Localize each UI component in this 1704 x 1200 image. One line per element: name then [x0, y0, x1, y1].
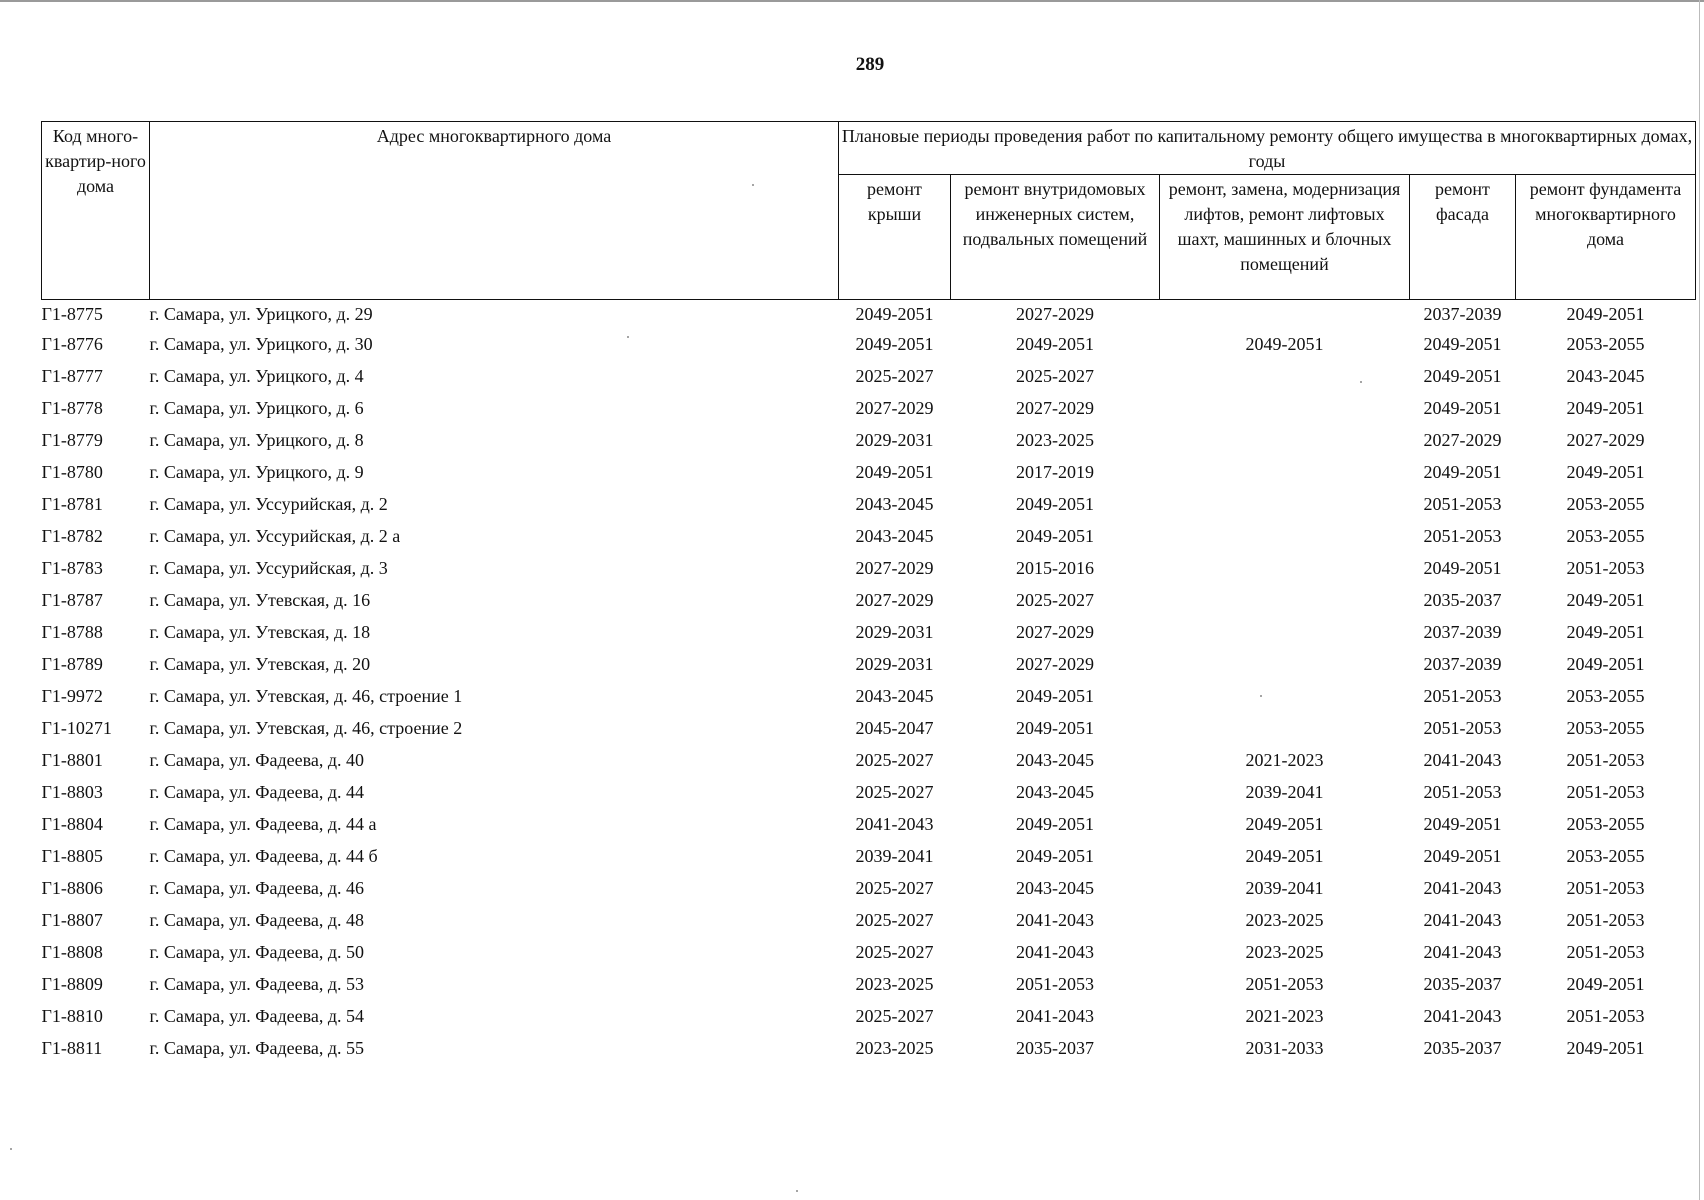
cell-code: Г1-8808 — [41, 942, 103, 962]
cell-lifts: 2021-2023 — [1245, 750, 1324, 770]
cell-facade: 2051-2053 — [1423, 718, 1502, 738]
cell-roof: 2043-2045 — [855, 686, 934, 706]
cell-facade: 2051-2053 — [1423, 526, 1502, 546]
capital-repair-table — [41, 121, 1696, 1068]
cell-code: Г1-8805 — [41, 846, 103, 866]
cell-engineering: 2043-2045 — [1016, 878, 1094, 898]
table-row — [42, 1004, 1696, 1036]
cell-address: г. Самара, ул. Фадеева, д. 48 — [149, 910, 365, 930]
cell-facade: 2049-2051 — [1423, 558, 1502, 578]
table-row — [42, 908, 1696, 940]
cell-address: г. Самара, ул. Фадеева, д. 53 — [149, 974, 365, 994]
header-address: Адрес многоквартирного дома — [150, 122, 839, 300]
cell-facade: 2051-2053 — [1423, 782, 1502, 802]
cell-address: г. Самара, ул. Уссурийская, д. 2 — [149, 494, 388, 514]
cell-roof: 2029-2031 — [855, 430, 934, 450]
cell-code: Г1-8777 — [41, 366, 103, 386]
cell-foundation: 2049-2051 — [1566, 1038, 1645, 1058]
cell-facade: 2051-2053 — [1423, 686, 1502, 706]
cell-address: г. Самара, ул. Урицкого, д. 29 — [149, 304, 373, 324]
cell-address: г. Самара, ул. Урицкого, д. 8 — [149, 430, 364, 450]
cell-engineering: 2025-2027 — [1016, 366, 1094, 386]
cell-facade: 2027-2029 — [1423, 430, 1502, 450]
table-row — [42, 332, 1696, 364]
header-periods-group: Плановые периоды проведения работ по капитальному ремонту общего имущества в многоквартирных домах, годы — [839, 122, 1696, 175]
cell-roof: 2027-2029 — [855, 558, 934, 578]
cell-roof: 2025-2027 — [855, 878, 934, 898]
cell-foundation: 2053-2055 — [1566, 846, 1645, 866]
cell-roof: 2045-2047 — [855, 718, 934, 738]
cell-foundation: 2049-2051 — [1566, 304, 1645, 324]
cell-roof: 2025-2027 — [855, 782, 934, 802]
cell-engineering: 2027-2029 — [1016, 654, 1094, 674]
cell-address: г. Самара, ул. Фадеева, д. 44 — [149, 782, 365, 802]
cell-facade: 2041-2043 — [1423, 1006, 1502, 1026]
table-row — [42, 364, 1696, 396]
cell-roof: 2025-2027 — [855, 1006, 934, 1026]
cell-lifts — [1160, 300, 1410, 333]
cell-engineering: 2035-2037 — [1016, 1038, 1094, 1058]
cell-address: г. Самара, ул. Урицкого, д. 9 — [149, 462, 364, 482]
cell-lifts — [1160, 620, 1410, 652]
cell-lifts: 2039-2041 — [1245, 782, 1324, 802]
cell-foundation: 2053-2055 — [1566, 334, 1645, 354]
header-code: Код много-квартир-ного дома — [42, 122, 150, 300]
cell-roof: 2049-2051 — [855, 462, 934, 482]
cell-code: Г1-8778 — [41, 398, 103, 418]
cell-engineering: 2049-2051 — [1016, 494, 1094, 514]
cell-facade: 2051-2053 — [1423, 494, 1502, 514]
cell-code: Г1-9972 — [41, 686, 103, 706]
cell-address: г. Самара, ул. Фадеева, д. 54 — [149, 1006, 365, 1026]
cell-facade: 2049-2051 — [1423, 398, 1502, 418]
cell-code: Г1-10271 — [41, 718, 112, 738]
cell-foundation: 2049-2051 — [1566, 398, 1645, 418]
cell-engineering: 2027-2029 — [1016, 622, 1094, 642]
header-roof: ремонт крыши — [839, 175, 951, 300]
cell-lifts — [1160, 556, 1410, 588]
table-row — [42, 1036, 1696, 1068]
cell-code: Г1-8779 — [41, 430, 103, 450]
cell-facade: 2035-2037 — [1423, 590, 1502, 610]
cell-facade: 2041-2043 — [1423, 942, 1502, 962]
cell-lifts — [1160, 396, 1410, 428]
cell-lifts — [1160, 588, 1410, 620]
cell-engineering: 2027-2029 — [1016, 398, 1094, 418]
cell-engineering: 2027-2029 — [1016, 304, 1094, 324]
cell-foundation: 2053-2055 — [1566, 686, 1645, 706]
cell-code: Г1-8807 — [41, 910, 103, 930]
cell-foundation: 2043-2045 — [1566, 366, 1645, 386]
cell-address: г. Самара, ул. Фадеева, д. 50 — [149, 942, 365, 962]
cell-code: Г1-8804 — [41, 814, 103, 834]
cell-roof: 2043-2045 — [855, 526, 934, 546]
cell-facade: 2041-2043 — [1423, 910, 1502, 930]
cell-lifts — [1160, 492, 1410, 524]
cell-address: г. Самара, ул. Утевская, д. 46, строение 2 — [149, 718, 463, 738]
cell-facade: 2035-2037 — [1423, 974, 1502, 994]
cell-address: г. Самара, ул. Фадеева, д. 55 — [149, 1038, 365, 1058]
cell-engineering: 2041-2043 — [1016, 910, 1094, 930]
cell-engineering: 2041-2043 — [1016, 942, 1094, 962]
cell-foundation: 2051-2053 — [1566, 942, 1645, 962]
cell-engineering: 2041-2043 — [1016, 1006, 1094, 1026]
cell-foundation: 2049-2051 — [1566, 462, 1645, 482]
table-row — [42, 972, 1696, 1004]
cell-code: Г1-8811 — [41, 1038, 103, 1058]
cell-roof: 2025-2027 — [855, 366, 934, 386]
cell-lifts: 2031-2033 — [1245, 1038, 1324, 1058]
cell-foundation: 2051-2053 — [1566, 910, 1645, 930]
table-row — [42, 652, 1696, 684]
cell-lifts — [1160, 524, 1410, 556]
cell-lifts: 2049-2051 — [1245, 334, 1324, 354]
cell-address: г. Самара, ул. Фадеева, д. 44 а — [149, 814, 377, 834]
table-row — [42, 620, 1696, 652]
scan-speck — [796, 1190, 798, 1192]
cell-roof: 2025-2027 — [855, 942, 934, 962]
cell-facade: 2035-2037 — [1423, 1038, 1502, 1058]
table-row — [42, 844, 1696, 876]
cell-code: Г1-8781 — [41, 494, 103, 514]
table-row — [42, 684, 1696, 716]
cell-roof: 2027-2029 — [855, 590, 934, 610]
cell-foundation: 2027-2029 — [1566, 430, 1645, 450]
cell-lifts: 2039-2041 — [1245, 878, 1324, 898]
cell-foundation: 2049-2051 — [1566, 974, 1645, 994]
cell-foundation: 2051-2053 — [1566, 782, 1645, 802]
cell-address: г. Самара, ул. Фадеева, д. 46 — [149, 878, 365, 898]
cell-facade: 2041-2043 — [1423, 750, 1502, 770]
cell-lifts — [1160, 364, 1410, 396]
cell-lifts: 2023-2025 — [1245, 942, 1324, 962]
cell-address: г. Самара, ул. Фадеева, д. 44 б — [149, 846, 378, 866]
cell-address: г. Самара, ул. Утевская, д. 16 — [149, 590, 371, 610]
cell-facade: 2049-2051 — [1423, 814, 1502, 834]
table-row — [42, 492, 1696, 524]
cell-lifts: 2049-2051 — [1245, 814, 1324, 834]
table-row — [42, 812, 1696, 844]
cell-code: Г1-8780 — [41, 462, 103, 482]
cell-roof: 2049-2051 — [855, 304, 934, 324]
cell-foundation: 2051-2053 — [1566, 558, 1645, 578]
table-row — [42, 396, 1696, 428]
cell-facade: 2037-2039 — [1423, 304, 1502, 324]
cell-engineering: 2015-2016 — [1016, 558, 1094, 578]
cell-facade: 2049-2051 — [1423, 846, 1502, 866]
cell-code: Г1-8775 — [41, 304, 103, 324]
cell-lifts — [1160, 716, 1410, 748]
cell-code: Г1-8787 — [41, 590, 103, 610]
cell-facade: 2037-2039 — [1423, 654, 1502, 674]
cell-engineering: 2049-2051 — [1016, 814, 1094, 834]
table-row — [42, 748, 1696, 780]
page-number: 289 — [855, 54, 885, 75]
cell-facade: 2049-2051 — [1423, 334, 1502, 354]
table-row — [42, 780, 1696, 812]
cell-lifts — [1160, 428, 1410, 460]
cell-roof: 2043-2045 — [855, 494, 934, 514]
cell-foundation: 2049-2051 — [1566, 654, 1645, 674]
cell-engineering: 2025-2027 — [1016, 590, 1094, 610]
cell-engineering: 2049-2051 — [1016, 526, 1094, 546]
cell-foundation: 2051-2053 — [1566, 878, 1645, 898]
cell-lifts: 2049-2051 — [1245, 846, 1324, 866]
cell-engineering: 2043-2045 — [1016, 750, 1094, 770]
cell-facade: 2049-2051 — [1423, 462, 1502, 482]
header-lifts: ремонт, замена, модернизация лифтов, ремонт лифтовых шахт, машинных и блочных помещений — [1160, 175, 1410, 300]
cell-roof: 2029-2031 — [855, 654, 934, 674]
table-row — [42, 556, 1696, 588]
cell-engineering: 2049-2051 — [1016, 686, 1094, 706]
header-foundation: ремонт фундамента многоквартирного дома — [1516, 175, 1696, 300]
cell-code: Г1-8809 — [41, 974, 103, 994]
cell-address: г. Самара, ул. Утевская, д. 46, строение 1 — [149, 686, 463, 706]
cell-address: г. Самара, ул. Утевская, д. 18 — [149, 622, 371, 642]
table-row — [42, 876, 1696, 908]
cell-code: Г1-8801 — [41, 750, 103, 770]
table-row — [42, 460, 1696, 492]
page-top-rule — [0, 0, 1704, 2]
cell-code: Г1-8783 — [41, 558, 103, 578]
cell-code: Г1-8810 — [41, 1006, 103, 1026]
cell-code: Г1-8776 — [41, 334, 103, 354]
cell-roof: 2041-2043 — [855, 814, 934, 834]
cell-foundation: 2053-2055 — [1566, 494, 1645, 514]
cell-foundation: 2053-2055 — [1566, 526, 1645, 546]
cell-lifts — [1160, 460, 1410, 492]
table-row — [42, 588, 1696, 620]
cell-facade: 2049-2051 — [1423, 366, 1502, 386]
cell-engineering: 2023-2025 — [1016, 430, 1094, 450]
cell-lifts: 2021-2023 — [1245, 1006, 1324, 1026]
cell-roof: 2025-2027 — [855, 750, 934, 770]
cell-foundation: 2053-2055 — [1566, 814, 1645, 834]
cell-lifts: 2051-2053 — [1245, 974, 1324, 994]
cell-engineering: 2049-2051 — [1016, 846, 1094, 866]
table-row — [42, 716, 1696, 748]
cell-code: Г1-8789 — [41, 654, 103, 674]
cell-code: Г1-8803 — [41, 782, 103, 802]
scan-speck — [10, 1148, 12, 1150]
cell-roof: 2039-2041 — [855, 846, 934, 866]
cell-roof: 2027-2029 — [855, 398, 934, 418]
cell-address: г. Самара, ул. Фадеева, д. 40 — [149, 750, 365, 770]
cell-code: Г1-8788 — [41, 622, 103, 642]
table-row — [42, 428, 1696, 460]
cell-roof: 2023-2025 — [855, 974, 934, 994]
cell-foundation: 2049-2051 — [1566, 622, 1645, 642]
cell-roof: 2029-2031 — [855, 622, 934, 642]
cell-roof: 2023-2025 — [855, 1038, 934, 1058]
cell-address: г. Самара, ул. Урицкого, д. 4 — [149, 366, 364, 386]
cell-engineering: 2017-2019 — [1016, 462, 1094, 482]
cell-code: Г1-8806 — [41, 878, 103, 898]
cell-foundation: 2049-2051 — [1566, 590, 1645, 610]
cell-roof: 2049-2051 — [855, 334, 934, 354]
cell-facade: 2037-2039 — [1423, 622, 1502, 642]
cell-foundation: 2051-2053 — [1566, 1006, 1645, 1026]
cell-address: г. Самара, ул. Уссурийская, д. 2 а — [149, 526, 401, 546]
header-engineering: ремонт внутридомовых инженерных систем, подвальных помещений — [951, 175, 1160, 300]
cell-foundation: 2051-2053 — [1566, 750, 1645, 770]
table-row — [42, 300, 1696, 333]
cell-engineering: 2049-2051 — [1016, 334, 1094, 354]
cell-engineering: 2043-2045 — [1016, 782, 1094, 802]
cell-address: г. Самара, ул. Урицкого, д. 30 — [149, 334, 373, 354]
cell-address: г. Самара, ул. Уссурийская, д. 3 — [149, 558, 388, 578]
scan-right-edge — [1699, 0, 1700, 1200]
table-body — [42, 300, 1696, 1069]
cell-foundation: 2053-2055 — [1566, 718, 1645, 738]
cell-facade: 2041-2043 — [1423, 878, 1502, 898]
cell-roof: 2025-2027 — [855, 910, 934, 930]
cell-engineering: 2049-2051 — [1016, 718, 1094, 738]
header-facade: ремонт фасада — [1410, 175, 1516, 300]
cell-code: Г1-8782 — [41, 526, 103, 546]
cell-address: г. Самара, ул. Утевская, д. 20 — [149, 654, 371, 674]
cell-address: г. Самара, ул. Урицкого, д. 6 — [149, 398, 364, 418]
cell-engineering: 2051-2053 — [1016, 974, 1094, 994]
cell-lifts — [1160, 684, 1410, 716]
table-row — [42, 940, 1696, 972]
cell-lifts — [1160, 652, 1410, 684]
table-row — [42, 524, 1696, 556]
cell-lifts: 2023-2025 — [1245, 910, 1324, 930]
